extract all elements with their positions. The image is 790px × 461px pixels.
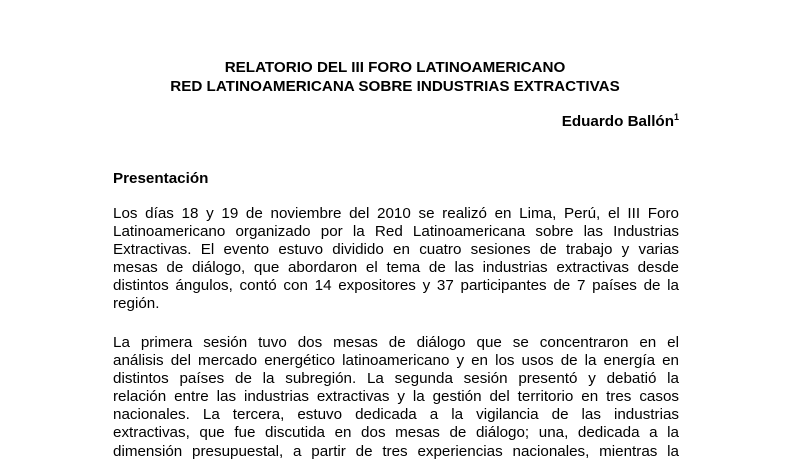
- paragraph-1-line: Latinoamericano organizado por la Red Latinoamericana sobre las Industrias: [113, 223, 679, 241]
- paragraph-1-line: región.: [113, 295, 160, 313]
- paragraph-2-line: extractivas, que fue discutida en dos mesas de diálogo; una, dedicada a la: [113, 424, 679, 442]
- paragraph-1-line: Los días 18 y 19 de noviembre del 2010 se realizó en Lima, Perú, el III Foro: [113, 205, 679, 222]
- document-title-line-2: RED LATINOAMERICANA SOBRE INDUSTRIAS EXTRACTIVAS: [170, 78, 620, 95]
- section-heading: Presentación: [113, 170, 209, 187]
- author-name-text: Eduardo Ballón: [561, 113, 674, 130]
- paragraph-2-line: dimensión presupuestal, a partir de tres experiencias nacionales, mientras la: [113, 442, 679, 460]
- paragraph-2-line: distintos países de la subregión. La segunda sesión presentó y debatió la: [113, 370, 679, 388]
- paragraph-2-line: La primera sesión tuvo dos mesas de diálogo que se concentraron en el: [113, 334, 679, 351]
- paragraph-1-line: distintos ángulos, contó con 14 expositores y 37 participantes de 7 países de la: [113, 277, 679, 295]
- paragraph-2: [113, 334, 679, 461]
- paragraph-2-line: relación entre las industrias extractivas y la gestión del territorio en tres casos: [113, 388, 679, 406]
- paragraph-1-line: Extractivas. El evento estuvo dividido en cuatro sesiones de trabajo y varias: [113, 241, 679, 259]
- paragraph-1: [113, 205, 679, 314]
- footnote-mark[interactable]: 1: [673, 112, 679, 122]
- paragraph-1-line: mesas de diálogo, que abordaron el tema de las industrias extractivas desde: [113, 259, 679, 277]
- document-title-line-1: RELATORIO DEL III FORO LATINOAMERICANO: [224, 59, 566, 76]
- paragraph-2-line: análisis del mercado energético latinoamericano y en los usos de la energía en: [113, 352, 679, 370]
- paragraph-2-line: nacionales. La tercera, estuvo dedicada a la vigilancia de las industrias: [113, 406, 679, 424]
- author-name: [562, 112, 679, 133]
